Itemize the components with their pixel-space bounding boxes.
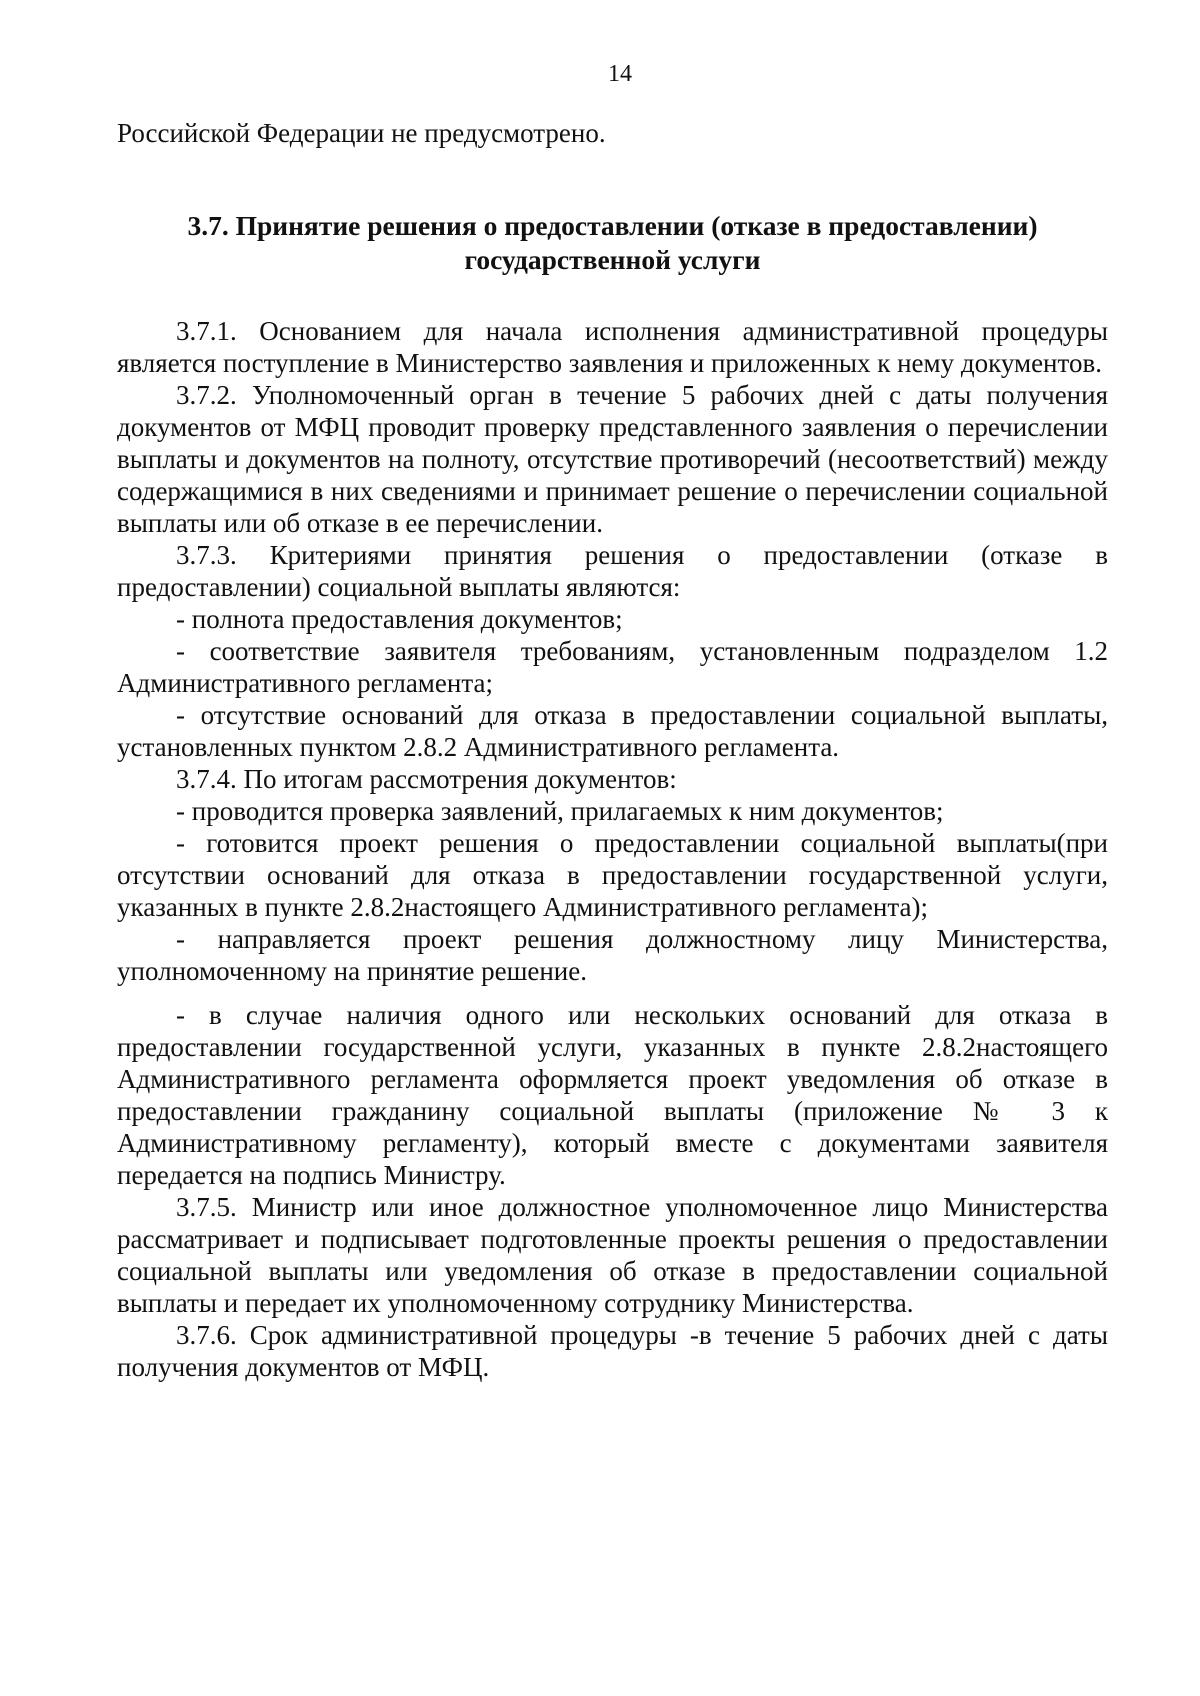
criteria-item-1: - полнота предоставления документов; <box>176 604 623 634</box>
criteria-item-2: - соответствие заявителя требованиям, установленным подразделом 1.2 Административного регламента; <box>117 636 1108 698</box>
result-item-1: - проводится проверка заявлений, прилагаемых к ним документов; <box>176 796 944 826</box>
paragraph-3-7-5: 3.7.5. Министр или иное должностное уполномоченное лицо Министерства рассматривает и подписывает подготовленные проекты решения о предоставлении социальной выплаты или уведомления об отказе в предоставлении социальной выплаты и передает их уполномоченному сотруднику Министерства. <box>117 1192 1108 1318</box>
criteria-item-3: - отсутствие оснований для отказа в предоставлении социальной выплаты, установленных пунктом 2.8.2 Административного регламента. <box>117 700 1108 762</box>
section-heading <box>117 209 1108 277</box>
paragraph-3-7-1: 3.7.1. Основанием для начала исполнения административной процедуры является поступление в Министерство заявления и приложенных к нему документов. <box>117 316 1108 378</box>
document-body <box>117 117 1108 1383</box>
paragraph-3-7-3: 3.7.3. Критериями принятия решения о предоставлении (отказе в предоставлении) социальной выплаты являются: <box>117 540 1108 602</box>
paragraph-3-7-6: 3.7.6. Срок административной процедуры -в течение 5 рабочих дней с даты получения документов от МФЦ. <box>117 1320 1108 1382</box>
result-item-2: - готовится проект решения о предоставлении социальной выплаты(при отсутствии оснований для отказа в предоставлении государственной услуги, указанных в пункте 2.8.2настоящего Административного регламента); <box>117 828 1108 922</box>
section-heading-line-2: государственной услуги <box>464 244 761 275</box>
continuation-text: Российской Федерации не предусмотрено. <box>117 118 606 148</box>
result-item-3: - направляется проект решения должностному лицу Министерства, уполномоченному на принятие решение. <box>117 924 1108 986</box>
paragraph-3-7-2: 3.7.2. Уполномоченный орган в течение 5 рабочих дней с даты получения документов от МФЦ проводит проверку представленного заявления о перечислении выплаты и документов на полноту, отсутствие противоречий (несоответствий) между содержащимися в них сведениями и принимает решение о перечислении социальной выплаты или об отказе в ее перечислении. <box>117 380 1108 538</box>
page-number: 14 <box>608 61 632 87</box>
paragraph-3-7-4: 3.7.4. По итогам рассмотрения документов: <box>176 764 677 794</box>
result-item-4: - в случае наличия одного или нескольких оснований для отказа в предоставлении государственной услуги, указанных в пункте 2.8.2настоящего Административного регламента оформляется проект уведомления об отказе в предоставлении гражданину социальной выплаты (приложение № 3 к Административному регламенту), который вместе с документами заявителя передается на подпись Министру. <box>117 1000 1108 1190</box>
section-heading-line-1: 3.7. Принятие решения о предоставлении (отказе в предоставлении) <box>187 210 1038 241</box>
